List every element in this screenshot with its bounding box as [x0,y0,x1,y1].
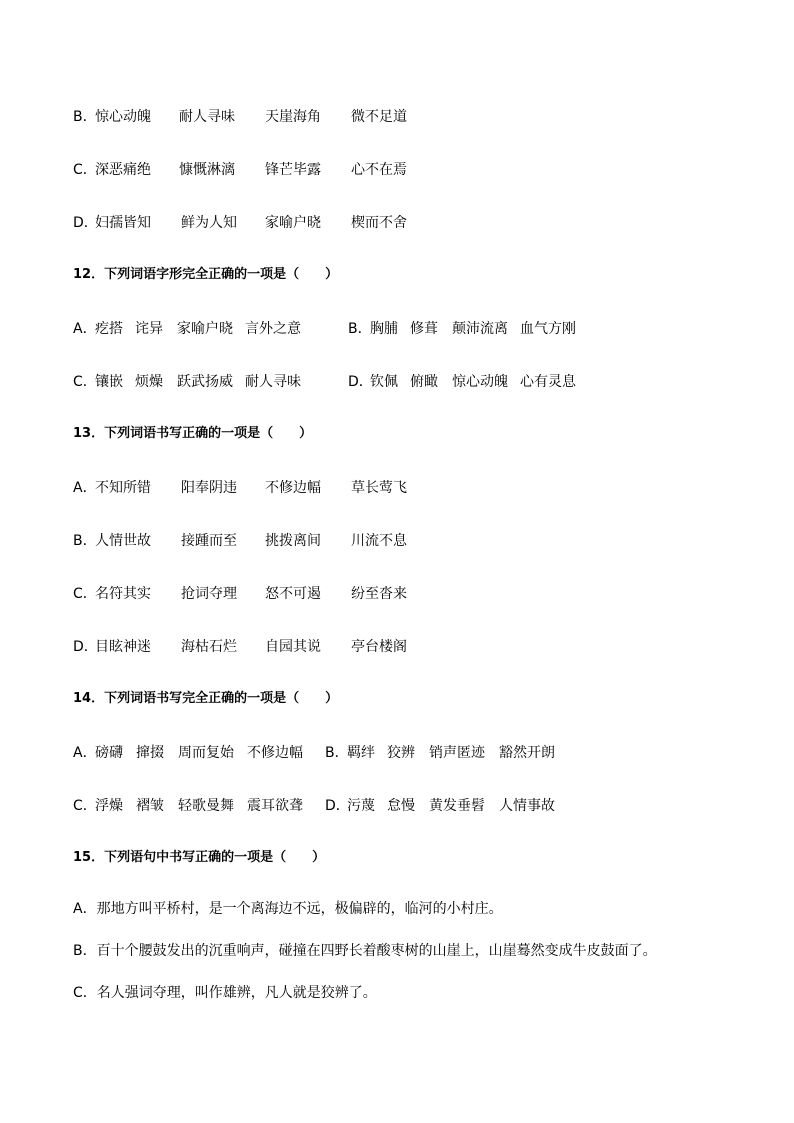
q15-option-b: B．百十个腰鼓发出的沉重响声，碰撞在四野长着酸枣树的山崖上，山崖蓦然变成牛皮鼓面了。 [73,943,657,959]
q13-option-a: A．不知所错 阳奉阴违 不修边幅 草长莺飞 [73,480,407,496]
q15-title: 15．下列语句中书写正确的一项是（ ） [73,850,326,865]
q12-option-c: C．镶嵌 烦燥 跃武扬威 耐人寻味 [73,374,301,390]
q12-option-b: B．胸脯 修葺 颠沛流离 血气方刚 [348,321,576,337]
q12-options-ab [73,320,576,338]
q13-option-b: B．人情世故 接踵而至 挑拨离间 川流不息 [73,533,407,549]
q13-option-c: C．名符其实 抢词夺理 怒不可遏 纷至沓来 [73,586,407,602]
q13-option-d: D．目眩神迷 海枯石烂 自园其说 亭台楼阁 [73,639,407,655]
q12-options-cd [73,373,576,391]
q14-option-a: A．磅礴 撺掇 周而复始 不修边幅 [73,745,303,761]
q14-option-b: B．羁绊 狡辨 销声匿迹 豁然开朗 [325,745,555,761]
q11-option-b: B．惊心动魄 耐人寻味 天崖海角 微不足道 [73,109,407,125]
q12-option-d: D．钦佩 俯瞰 惊心动魄 心有灵息 [348,374,576,390]
q15-option-c: C．名人强词夺理，叫作雄辨，凡人就是狡辨了。 [73,985,377,1001]
q14-options-ab [73,744,555,762]
q14-option-d: D．污蔑 怠慢 黄发垂髫 人情事故 [325,798,555,814]
q14-title: 14．下列词语书写完全正确的一项是（ ） [73,691,339,706]
q14-options-cd [73,797,555,815]
q12-option-a: A．疙搭 诧异 家喻户晓 言外之意 [73,321,301,337]
q15-option-a: A．那地方叫平桥村，是一个离海边不远，极偏辟的，临河的小村庄。 [73,901,503,917]
q11-option-d: D．妇孺皆知 鲜为人知 家喻户晓 楔而不舍 [73,215,407,231]
q13-title: 13．下列词语书写正确的一项是（ ） [73,426,313,441]
q12-title: 12．下列词语字形完全正确的一项是（ ） [73,267,339,282]
q11-option-c: C．深恶痛绝 慷慨淋漓 锋芒毕露 心不在焉 [73,162,407,178]
q14-option-c: C．浮燥 褶皱 轻歌曼舞 震耳欲聋 [73,798,303,814]
